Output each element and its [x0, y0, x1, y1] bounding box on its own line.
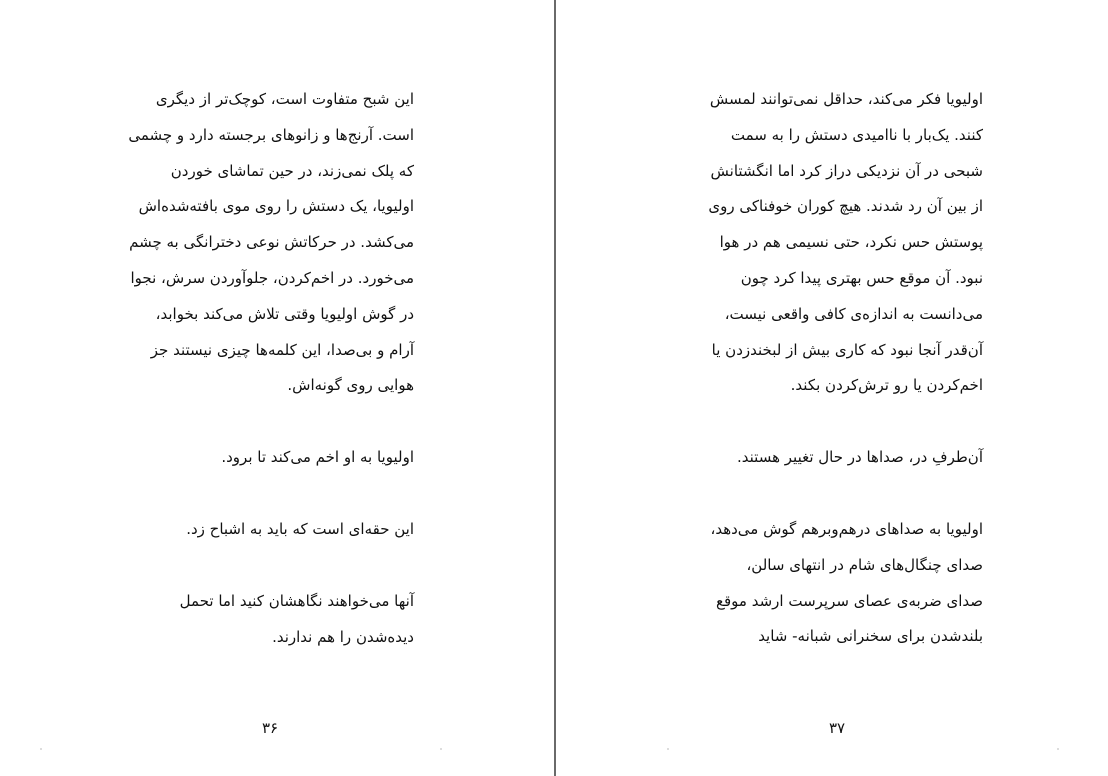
text-line: هوایی روی گونه‌اش. — [287, 376, 414, 395]
right-page — [557, 0, 1108, 776]
text-line: این حقه‌ای است که باید به اشباح زد. — [186, 519, 414, 538]
text-line: در گوش اولیویا وقتی تلاش می‌کند بخوابد، — [155, 304, 414, 323]
book-spine — [554, 0, 556, 776]
left-page-text — [128, 82, 414, 655]
text-line: که پلک نمی‌زند، در حین تماشای خوردن — [170, 161, 414, 180]
text-line: کنند. یک‌بار با ناامیدی دستش را به سمت — [730, 125, 983, 144]
page-dot — [667, 748, 669, 750]
page-number-right: ۳۷ — [829, 719, 846, 737]
text-line: پوستش حس نکرد، حتی نسیمی هم در هوا — [719, 233, 983, 252]
text-line: صدای ضربه‌ی عصای سرپرست ارشد موقع — [716, 591, 983, 610]
text-line: اخم‌کردن یا رو ترش‌کردن بکند. — [790, 376, 983, 395]
text-line: اولیویا به او اخم می‌کند تا برود. — [221, 448, 414, 467]
text-line: بلندشدن برای سخنرانی شبانه- شاید — [758, 627, 983, 646]
text-line: اولیویا فکر می‌کند، حداقل نمی‌توانند لمسش — [709, 90, 983, 108]
text-line: دیده‌شدن را هم ندارند. — [272, 627, 414, 646]
text-line: صدای چنگال‌های شام در انتهای سالن، — [746, 555, 983, 574]
text-line: اولیویا به صداهای درهم‌وبرهم گوش می‌دهد، — [710, 519, 983, 538]
right-page-text — [708, 82, 983, 655]
text-line: می‌کشد. در حرکاتش نوعی دخترانگی به چشم — [129, 233, 414, 252]
text-line: نبود. آن موقع حس بهتری پیدا کرد چون — [740, 268, 983, 287]
text-line: آرام و بی‌صدا، این کلمه‌ها چیزی نیستند جز — [150, 340, 414, 359]
page-dot — [1057, 748, 1059, 750]
text-line: اولیویا، یک دستش را روی موی بافته‌شده‌اش — [138, 197, 414, 216]
text-line: می‌دانست به اندازه‌ی کافی واقعی نیست، — [724, 304, 983, 323]
text-line: آنها می‌خواهند نگاهشان کنید اما تحمل — [179, 591, 414, 610]
text-line: این شبح متفاوت است، کوچک‌تر از دیگری — [155, 90, 414, 108]
text-line: شبحی در آن نزدیکی دراز کرد اما انگشتانش — [710, 161, 983, 180]
page-dot — [40, 748, 42, 750]
page-number-left: ۳۶ — [262, 719, 279, 737]
text-line: از بین آن رد شدند. هیچ کوران خوفناکی روی — [708, 197, 983, 216]
text-line: آن‌قدر آنجا نبود که کاری بیش از لبخندزدن یا — [711, 340, 983, 359]
text-line: است. آرنج‌ها و زانوهای برجسته دارد و چشمی — [128, 125, 414, 144]
text-line: آن‌طرفِ در، صداها در حال تغییر هستند. — [737, 448, 983, 467]
text-line: می‌خورد. در اخم‌کردن، جلوآوردن سرش، نجوا — [130, 268, 414, 287]
page-dot — [440, 748, 442, 750]
